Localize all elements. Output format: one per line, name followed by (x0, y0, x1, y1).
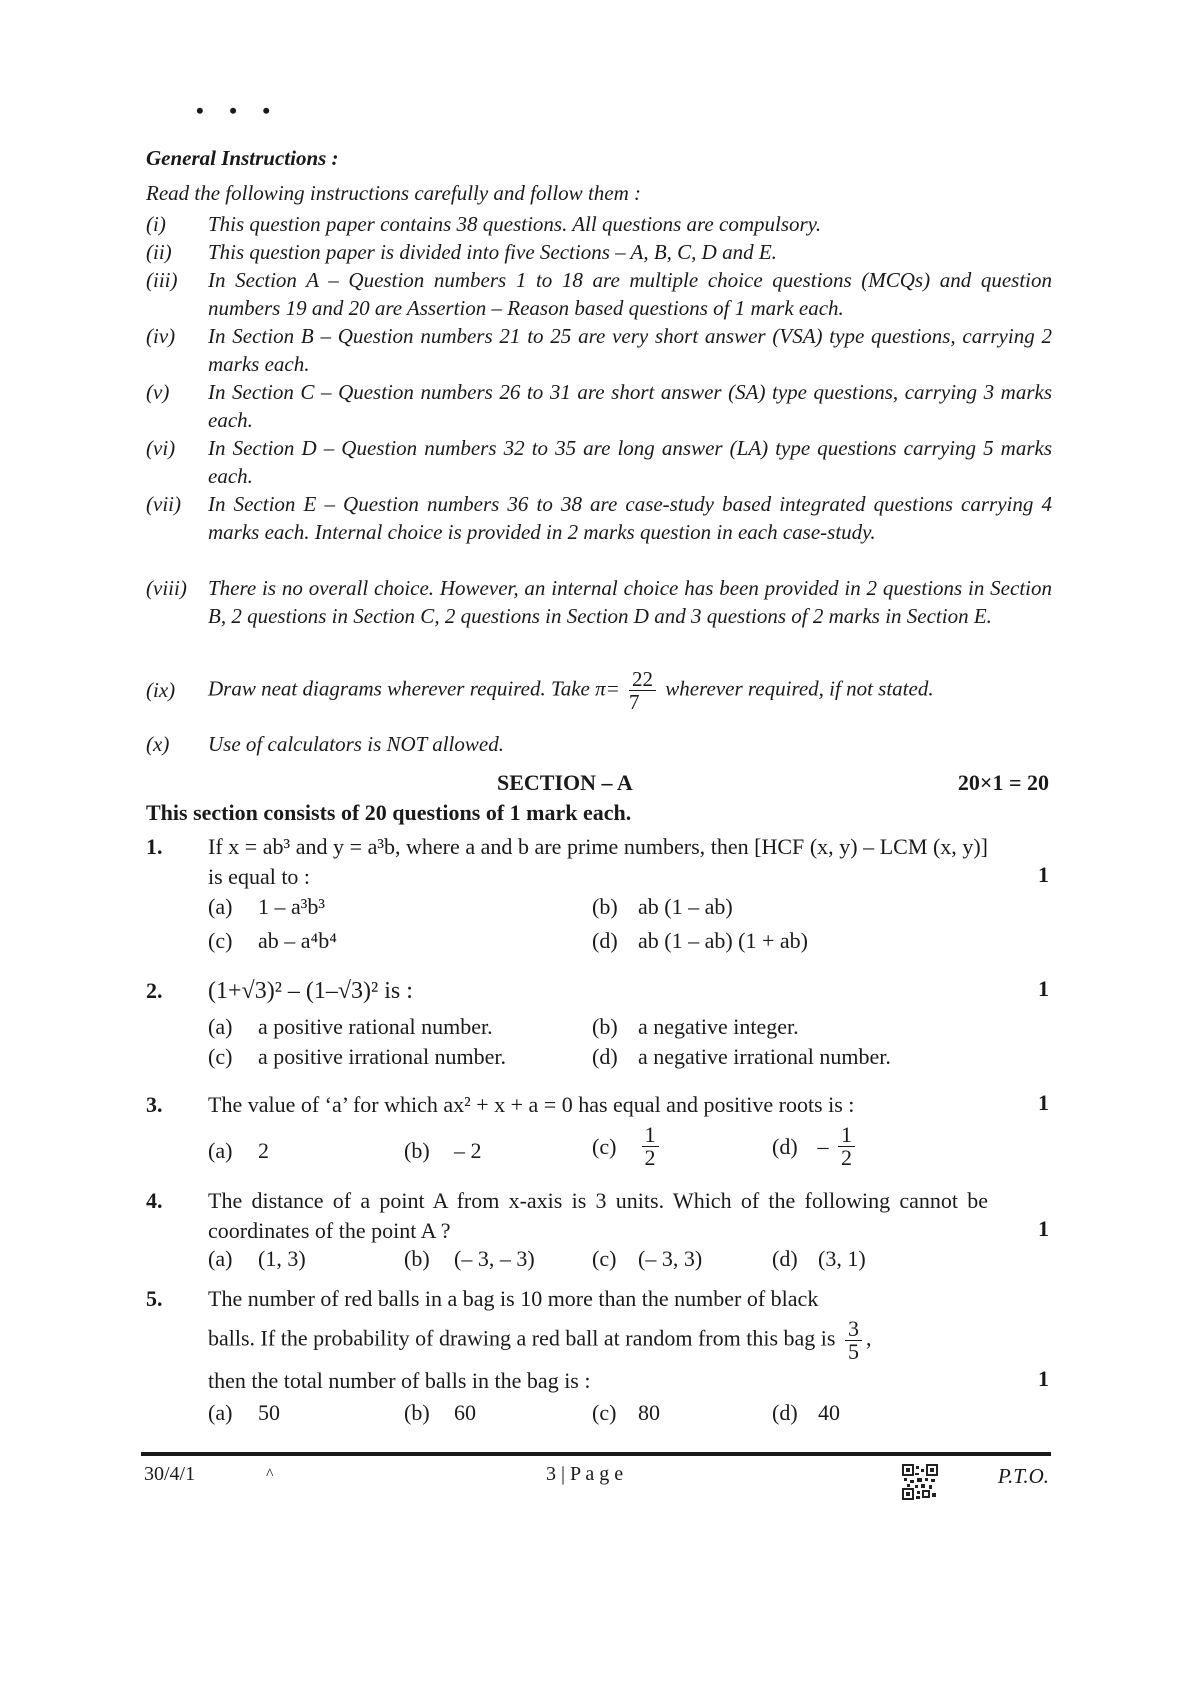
option-c: (c) (– 3, 3) (592, 1246, 703, 1271)
question-text: The distance of a point A from x-axis is 3 units. Which of the following cannot be coordinates of the point A ? (208, 1188, 988, 1243)
section-heading: SECTION – A (497, 770, 633, 795)
instruction-item: (ix) Draw neat diagrams wherever required. Take π= $\frac{22}{7}$ wherever required, if not stated. (146, 667, 934, 714)
question-text: then the total number of balls in the bag is : (208, 1368, 591, 1393)
footer-divider (141, 1452, 1051, 1456)
option-d: (d) 40 (772, 1400, 840, 1425)
instruction-text: In Section C – Question numbers 26 to 31 are short answer (SA) type questions, carrying 3 marks each. (208, 380, 1052, 432)
question-text: balls. If the probability of drawing a red ball at random from this bag is (208, 1325, 836, 1351)
instruction-text: This question paper is divided into five Sections – A, B, C, D and E. (208, 240, 777, 264)
question-2: 2. (1+√3)² – (1–√3)² is : (146, 976, 1052, 1006)
fraction: $\frac{1}{2}$ (838, 1124, 855, 1169)
option-d: (d) (3, 1) (772, 1246, 866, 1271)
question-5: 5. The number of red balls in a bag is 10 more than the number of black (146, 1284, 1052, 1314)
question-3: 3. The value of ‘a’ for which ax² + x + a = 0 has equal and positive roots is : (146, 1090, 1052, 1120)
option-c: (c) a positive irrational number. (208, 1044, 507, 1069)
question-mark: 1 (1038, 1366, 1049, 1391)
instruction-item: (iv) In Section B – Question numbers 21 to 25 are very short answer (VSA) type questions, carrying 2 marks each. (146, 324, 1052, 376)
instruction-item: (v) In Section C – Question numbers 26 to 31 are short answer (SA) type questions, carrying 3 marks each. (146, 380, 1052, 432)
instruction-text: In Section E – Question numbers 36 to 38 are case-study based integrated questions carrying 4 marks each. Internal choice is provided in 2 marks question in each case-study. (208, 492, 1052, 544)
caret-mark: ^ (266, 1466, 274, 1483)
option-c: (c) ab – a⁴b⁴ (208, 928, 337, 953)
option-a: (a) 50 (208, 1400, 280, 1425)
option-b: (b) ab (1 – ab) (592, 894, 733, 919)
general-instructions-title: General Instructions : (146, 146, 339, 170)
question-text: If x = ab³ and y = a³b, where a and b are prime numbers, then [HCF (x, y) – LCM (x, y)] is equal to : (208, 834, 988, 889)
fraction: $\frac{3}{5}$ (845, 1318, 862, 1363)
please-turn-over: P.T.O. (997, 1464, 1049, 1488)
question-mark: 1 (1038, 976, 1049, 1001)
instruction-text: Use of calculators is NOT allowed. (208, 732, 504, 756)
instruction-item: (i) This question paper contains 38 questions. All questions are compulsory. (146, 210, 1052, 238)
option-a: (a) a positive rational number. (208, 1014, 493, 1039)
instruction-text: This question paper contains 38 questions. All questions are compulsory. (208, 212, 822, 236)
question-text: The number of red balls in a bag is 10 more than the number of black (208, 1286, 819, 1311)
question-text: (1+√3)² – (1–√3)² is : (208, 978, 413, 1004)
instruction-item: (ii) This question paper is divided into five Sections – A, B, C, D and E. (146, 238, 1052, 266)
instruction-item: (vi) In Section D – Question numbers 32 to 35 are long answer (LA) type questions carrying 5 marks each. (146, 436, 1052, 488)
option-b: (b) a negative integer. (592, 1014, 799, 1039)
qr-code-icon (902, 1464, 938, 1500)
general-instructions-intro: Read the following instructions carefully and follow them : (146, 181, 642, 205)
question-text: The value of ‘a’ for which ax² + x + a = 0 has equal and positive roots is : (208, 1092, 855, 1117)
instruction-item: (vii) In Section E – Question numbers 36 to 38 are case-study based integrated questions carrying 4 marks each. Internal choice is provided in 2 marks question in each case-study. (146, 492, 1052, 544)
option-b: (b) – 2 (404, 1138, 482, 1163)
instruction-item: (iii) In Section A – Question numbers 1 to 18 are multiple choice questions (MCQs) and question numbers 19 and 20 are Assertion – Reason based questions of 1 mark each. (146, 268, 1052, 320)
instruction-text: wherever required, if not stated. (665, 676, 934, 701)
instruction-text: In Section D – Question numbers 32 to 35 are long answer (LA) type questions carrying 5 marks each. (208, 436, 1052, 488)
exam-page: • • • General Instructions : Read the following instructions carefully and follow them : (i) This question paper contains 38 questions. All questions are compulsory. (ii) This question paper is divided into five Sections – A, B, C, D and E. (iii) In Section A – Question numbers 1 to 18 are multiple choice questions (MCQs) and question numbers 19 and 20 are Assertion – Reason based questions of 1 mark each. (iv) In Section B – Question numbers 21 to 25 are very short answer (VSA) type questions, carrying 2 marks each. (v) In Section C – Question numbers 26 to 31 are short answer (SA) type questions, carrying 3 marks each. (vi) In Section D – Question numbers 32 to 35 are long answer (LA) type questions carrying 5 marks each. (vii) In Section E – Question numbers 36 to 38 are case-study based integrated questions carrying 4 marks each. Internal choice is provided in 2 marks question in each case-study. (viii) There is no overall choice. However, an internal choice has been provided in 2 questions in Section B, 2 questions in Section C, 2 questions in Section D and 3 questions of 2 marks in Section E. (ix) Draw neat diagrams wherever required. Take π= $\frac{22}{7}$ wherever required, if not stated. (x) Use of calculators is NOT allowed. SECTION – A 20×1 = 20 This section consists of 20 questions of 1 mark each. 1. If x = ab³ and y = a³b, where a and b are prime numbers, then [HCF (x, y) – LCM (x, y)] is equal to : 1 (a) 1 – a³b³ (b) ab (1 – ab) (c) ab – a⁴b⁴ (d) ab (1 – ab) (1 + ab) 2. (1+√3)² – (1–√3)² is : 1 (a) a positive rational number. (b) a negative integer. (c) a positive irrational number. (d) a negative irrational number. 3. The value of ‘a’ for which ax² + x + a = 0 has equal and positive roots is : 1 (a) 2 (b) – 2 (c) $\frac{1}{2}$ (d) – $\frac{1}{2}$ 4. The distance of a point A from x-axis is 3 units. Which of the following cannot be coordinates of the point A ? 1 (a) (1, 3) (b) (– 3, – 3) (c) (– 3, 3) (d) (3, 1) 5. The number of red balls in a bag is 10 more than the number of black balls. If the probability of drawing a red ball at random from this bag is $\frac{3}{5}$ , then the total number of balls in the bag is : 1 (a) 50 (b) 60 (c) 80 (d) 40 30/4/1 ^ 3 | P a g e P.T.O. (0, 0, 1190, 1683)
option-c: (c) $\frac{1}{2}$ (592, 1124, 663, 1169)
page-number: 3 | P a g e (546, 1463, 624, 1485)
instruction-item: (viii) There is no overall choice. However, an internal choice has been provided in 2 questions in Section B, 2 questions in Section C, 2 questions in Section D and 3 questions of 2 marks in Section E. (146, 576, 1052, 628)
question-mark: 1 (1038, 1090, 1049, 1115)
instruction-text: In Section A – Question numbers 1 to 18 are multiple choice questions (MCQs) and question numbers 19 and 20 are Assertion – Reason based questions of 1 mark each. (208, 268, 1052, 320)
option-a: (a) (1, 3) (208, 1246, 306, 1271)
pi-fraction: $\frac{22}{7}$ (629, 668, 656, 713)
instruction-text: In Section B – Question numbers 21 to 25 are very short answer (VSA) type questions, carrying 2 marks each. (208, 324, 1052, 376)
option-a: (a) 2 (208, 1138, 269, 1163)
section-marks: 20×1 = 20 (957, 770, 1049, 795)
question-4: 4. The distance of a point A from x-axis is 3 units. Which of the following cannot be coordinates of the point A ? (146, 1186, 1052, 1246)
instruction-item: (x) Use of calculators is NOT allowed. (146, 730, 1052, 758)
section-description: This section consists of 20 questions of 1 mark each. (146, 800, 632, 825)
option-c: (c) 80 (592, 1400, 660, 1425)
question-mark: 1 (1038, 862, 1049, 887)
paper-code: 30/4/1 (144, 1463, 196, 1485)
option-d: (d) ab (1 – ab) (1 + ab) (592, 928, 809, 953)
instruction-text: Draw neat diagrams wherever required. Take π= (208, 676, 620, 701)
fraction: $\frac{1}{2}$ (642, 1124, 659, 1169)
header-dots: • • • (196, 98, 281, 123)
question-1: 1. If x = ab³ and y = a³b, where a and b are prime numbers, then [HCF (x, y) – LCM (x, y)] is equal to : (146, 832, 1052, 892)
option-d: (d) a negative irrational number. (592, 1044, 891, 1069)
option-d: (d) – $\frac{1}{2}$ (772, 1124, 859, 1169)
instruction-text: There is no overall choice. However, an internal choice has been provided in 2 questions in Section B, 2 questions in Section C, 2 questions in Section D and 3 questions of 2 marks in Section E. (208, 576, 1052, 628)
question-mark: 1 (1038, 1216, 1049, 1241)
option-b: (b) 60 (404, 1400, 476, 1425)
option-a: (a) 1 – a³b³ (208, 894, 325, 919)
option-b: (b) (– 3, – 3) (404, 1246, 535, 1271)
